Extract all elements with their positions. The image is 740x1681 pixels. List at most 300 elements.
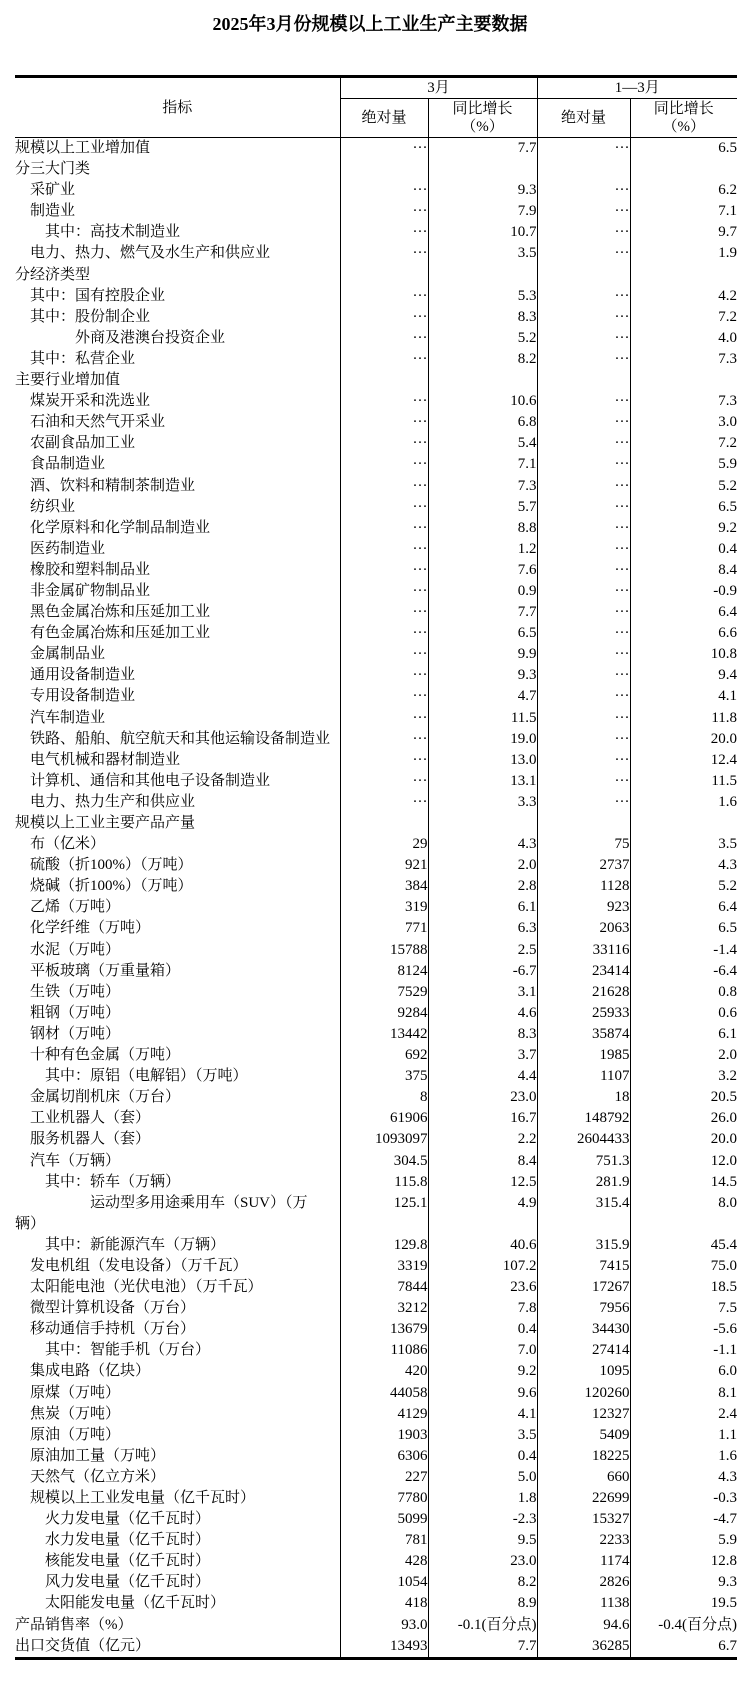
indicator-label: 铁路、船舶、航空航天和其他运输设备制造业	[15, 730, 331, 747]
value-cell-m-yoy: 7.9	[428, 201, 537, 222]
value-cell-q-abs: 18	[537, 1087, 630, 1108]
value-cell-m-abs: 428	[340, 1551, 428, 1572]
indicator-label: 电气机械和器材制造业	[15, 751, 181, 768]
table-row	[15, 201, 737, 222]
indicator-label: 天然气（亿立方米）	[15, 1468, 166, 1485]
value-cell-m-yoy: 11.5	[428, 708, 537, 729]
value-cell-m-abs: ···	[340, 644, 428, 665]
value-cell-q-yoy: -4.7	[630, 1509, 737, 1530]
indicator-label: 平板玻璃（万重量箱）	[15, 962, 181, 979]
indicator-label: 工业机器人（套）	[15, 1110, 151, 1127]
value-cell-q-yoy: 7.3	[630, 391, 737, 412]
value-cell-m-abs: 781	[340, 1530, 428, 1551]
value-cell-q-yoy: 9.3	[630, 1572, 737, 1593]
indicator-label: 其中：智能手机（万台）	[15, 1342, 211, 1359]
table-row	[15, 286, 737, 307]
value-cell-q-yoy: 6.5	[630, 918, 737, 939]
value-cell-m-abs: ···	[340, 243, 428, 264]
value-cell-m-yoy: 8.2	[428, 1572, 537, 1593]
value-cell-q-yoy: -1.4	[630, 940, 737, 961]
value-cell-m-abs: 692	[340, 1045, 428, 1066]
value-cell-q-abs: 18225	[537, 1446, 630, 1467]
value-cell-q-abs	[537, 159, 630, 180]
table-row	[15, 391, 737, 412]
table-row	[15, 623, 737, 644]
indicator-label: 原煤（万吨）	[15, 1384, 121, 1401]
value-cell-m-abs: ···	[340, 623, 428, 644]
value-cell-m-abs: 384	[340, 876, 428, 897]
value-cell-m-yoy: 9.3	[428, 180, 537, 201]
value-cell-m-yoy: 8.3	[428, 307, 537, 328]
table-row	[15, 750, 737, 771]
table-row	[15, 1572, 737, 1593]
value-cell-m-abs: 115.8	[340, 1172, 428, 1193]
value-cell-m-yoy: 7.1	[428, 454, 537, 475]
value-cell-m-yoy: 2.2	[428, 1129, 537, 1150]
value-cell-m-abs: 418	[340, 1593, 428, 1614]
table-row	[15, 1045, 737, 1066]
indicator-label: 外商及港澳台投资企业	[15, 329, 226, 346]
value-cell-m-abs: 1903	[340, 1425, 428, 1446]
value-cell-m-yoy: 7.8	[428, 1298, 537, 1319]
value-cell-m-yoy: 3.5	[428, 243, 537, 264]
table-row	[15, 1383, 737, 1404]
value-cell-m-yoy: 5.0	[428, 1467, 537, 1488]
indicator-label: 原油（万吨）	[15, 1426, 121, 1443]
value-cell-q-abs: 75	[537, 834, 630, 855]
value-cell-q-abs: 2604433	[537, 1129, 630, 1150]
value-cell-m-yoy: 7.7	[428, 602, 537, 623]
indicator-label: 化学纤维（万吨）	[15, 920, 151, 937]
section-row	[15, 813, 737, 834]
value-cell-q-abs: 1107	[537, 1066, 630, 1087]
value-cell-m-yoy: 7.7	[428, 1636, 537, 1659]
table-row	[15, 1488, 737, 1509]
column-header-indicator: 指标	[15, 77, 340, 138]
value-cell-q-abs: ···	[537, 708, 630, 729]
section-row	[15, 370, 737, 391]
value-cell-q-abs: 21628	[537, 982, 630, 1003]
indicator-label: 其中：轿车（万辆）	[15, 1173, 181, 1190]
value-cell-m-yoy: -0.1(百分点)	[428, 1615, 537, 1636]
value-cell-q-yoy: 8.4	[630, 560, 737, 581]
value-cell-m-abs	[340, 370, 428, 391]
value-cell-m-yoy: 6.8	[428, 412, 537, 433]
value-cell-q-yoy: 7.1	[630, 201, 737, 222]
value-cell-q-abs: 33116	[537, 940, 630, 961]
value-cell-m-abs: 921	[340, 855, 428, 876]
indicator-label: 黑色金属冶炼和压延加工业	[15, 604, 211, 621]
value-cell-q-yoy: 26.0	[630, 1108, 737, 1129]
value-cell-q-yoy: 6.1	[630, 1024, 737, 1045]
indicator-label: 水力发电量（亿千瓦时）	[15, 1532, 211, 1549]
value-cell-q-yoy: 4.2	[630, 286, 737, 307]
value-cell-m-abs: 61906	[340, 1108, 428, 1129]
value-cell-q-yoy: 6.5	[630, 138, 737, 160]
value-cell-q-yoy: 6.6	[630, 623, 737, 644]
value-cell-m-abs: 1093097	[340, 1129, 428, 1150]
table-row	[15, 1129, 737, 1150]
value-cell-q-abs: ···	[537, 686, 630, 707]
table-row	[15, 412, 737, 433]
value-cell-m-abs: 125.1	[340, 1193, 428, 1235]
table-row	[15, 1467, 737, 1488]
value-cell-q-abs: ···	[537, 602, 630, 623]
indicator-label: 医药制造业	[15, 540, 106, 557]
value-cell-m-yoy: 19.0	[428, 729, 537, 750]
value-cell-q-yoy: 1.6	[630, 792, 737, 813]
table-row	[15, 1593, 737, 1614]
value-cell-q-yoy: 3.0	[630, 412, 737, 433]
indicator-label: 规模以上工业主要产品产量	[15, 815, 196, 831]
value-cell-q-abs: ···	[537, 243, 630, 264]
value-cell-m-abs: 227	[340, 1467, 428, 1488]
value-cell-q-abs: ···	[537, 307, 630, 328]
value-cell-q-yoy: 1.6	[630, 1446, 737, 1467]
value-cell-m-abs: 375	[340, 1066, 428, 1087]
value-cell-m-abs	[340, 265, 428, 286]
value-cell-q-abs: 5409	[537, 1425, 630, 1446]
value-cell-m-abs: ···	[340, 349, 428, 370]
table-row	[15, 1066, 737, 1087]
value-cell-m-yoy	[428, 265, 537, 286]
value-cell-m-yoy: 2.0	[428, 855, 537, 876]
value-cell-m-yoy: 9.2	[428, 1361, 537, 1382]
value-cell-q-abs: 120260	[537, 1383, 630, 1404]
indicator-label: 移动通信手持机（万台）	[15, 1321, 196, 1338]
value-cell-q-abs: 94.6	[537, 1615, 630, 1636]
value-cell-m-abs: ···	[340, 729, 428, 750]
value-cell-m-yoy	[428, 159, 537, 180]
value-cell-q-abs: 751.3	[537, 1151, 630, 1172]
indicator-label: 运动型多用途乘用车（SUV）（万 辆）	[15, 1194, 308, 1232]
value-cell-q-yoy: 4.1	[630, 686, 737, 707]
value-cell-m-abs: 771	[340, 918, 428, 939]
table-row	[15, 961, 737, 982]
indicator-label: 煤炭开采和洗选业	[15, 393, 151, 410]
value-cell-q-abs: 148792	[537, 1108, 630, 1129]
table-row	[15, 560, 737, 581]
value-cell-m-yoy: 10.7	[428, 222, 537, 243]
value-cell-q-yoy: 0.6	[630, 1003, 737, 1024]
indicator-label: 集成电路（亿块）	[15, 1363, 151, 1380]
value-cell-m-abs: ···	[340, 454, 428, 475]
value-cell-q-yoy: 4.3	[630, 855, 737, 876]
value-cell-q-abs: 27414	[537, 1340, 630, 1361]
value-cell-q-abs: 36285	[537, 1636, 630, 1659]
indicator-label: 专用设备制造业	[15, 688, 136, 705]
value-cell-m-abs: 11086	[340, 1340, 428, 1361]
value-cell-m-abs: 29	[340, 834, 428, 855]
value-cell-q-abs: 315.9	[537, 1235, 630, 1256]
value-cell-m-abs: 420	[340, 1361, 428, 1382]
value-cell-m-abs: 3319	[340, 1256, 428, 1277]
value-cell-m-yoy: 4.1	[428, 1404, 537, 1425]
value-cell-q-abs: 7956	[537, 1298, 630, 1319]
value-cell-m-yoy: 0.9	[428, 581, 537, 602]
value-cell-q-abs: ···	[537, 201, 630, 222]
value-cell-q-abs	[537, 370, 630, 391]
value-cell-q-abs: 12327	[537, 1404, 630, 1425]
value-cell-q-yoy: 45.4	[630, 1235, 737, 1256]
table-row	[15, 476, 737, 497]
value-cell-m-yoy: 5.7	[428, 497, 537, 518]
table-row	[15, 771, 737, 792]
indicator-label: 其中：国有控股企业	[15, 287, 166, 304]
value-cell-m-yoy: 5.4	[428, 433, 537, 454]
value-cell-m-abs: ···	[340, 497, 428, 518]
indicator-label: 火力发电量（亿千瓦时）	[15, 1511, 211, 1528]
value-cell-q-yoy: 3.2	[630, 1066, 737, 1087]
table-row	[15, 855, 737, 876]
indicator-label: 乙烯（万吨）	[15, 899, 121, 916]
value-cell-q-yoy: 7.2	[630, 307, 737, 328]
value-cell-q-abs: ···	[537, 454, 630, 475]
value-cell-q-yoy: 7.2	[630, 433, 737, 454]
value-cell-q-yoy: 11.8	[630, 708, 737, 729]
value-cell-q-abs: ···	[537, 750, 630, 771]
value-cell-q-yoy: 6.7	[630, 1636, 737, 1659]
table-row	[15, 497, 737, 518]
value-cell-m-abs: ···	[340, 560, 428, 581]
value-cell-m-yoy: 9.6	[428, 1383, 537, 1404]
indicator-label: 其中：股份制企业	[15, 308, 151, 325]
indicator-label: 主要行业增加值	[15, 372, 121, 389]
value-cell-m-yoy: 12.5	[428, 1172, 537, 1193]
table-row	[15, 1024, 737, 1045]
indicator-label: 规模以上工业增加值	[15, 140, 151, 156]
value-cell-q-yoy: -0.3	[630, 1488, 737, 1509]
value-cell-q-abs: ···	[537, 476, 630, 497]
value-cell-m-abs: 6306	[340, 1446, 428, 1467]
table-row	[15, 1108, 737, 1129]
value-cell-q-abs: ···	[537, 581, 630, 602]
value-cell-q-yoy	[630, 265, 737, 286]
value-cell-q-abs: 1095	[537, 1361, 630, 1382]
indicator-label: 微型计算机设备（万台）	[15, 1300, 196, 1317]
value-cell-m-yoy	[428, 370, 537, 391]
value-cell-m-yoy: 9.3	[428, 665, 537, 686]
value-cell-m-abs: 1054	[340, 1572, 428, 1593]
value-cell-q-abs: ···	[537, 391, 630, 412]
value-cell-m-yoy: 8.3	[428, 1024, 537, 1045]
value-cell-m-yoy: 23.0	[428, 1551, 537, 1572]
value-cell-m-abs	[340, 159, 428, 180]
indicator-label: 汽车制造业	[15, 709, 106, 726]
indicator-label: 粗钢（万吨）	[15, 1004, 121, 1021]
value-cell-q-yoy	[630, 370, 737, 391]
value-cell-m-abs: ···	[340, 750, 428, 771]
value-cell-q-yoy: 4.0	[630, 328, 737, 349]
value-cell-q-abs: 22699	[537, 1488, 630, 1509]
value-cell-m-abs: 13493	[340, 1636, 428, 1659]
table-row	[15, 1361, 737, 1382]
indicator-label: 酒、饮料和精制茶制造业	[15, 477, 196, 494]
value-cell-m-abs	[340, 813, 428, 834]
table-row	[15, 1636, 737, 1659]
table-row	[15, 918, 737, 939]
table-row	[15, 180, 737, 201]
value-cell-m-yoy: 9.5	[428, 1530, 537, 1551]
table-row	[15, 243, 737, 264]
value-cell-q-abs: ···	[537, 433, 630, 454]
value-cell-m-abs: ···	[340, 602, 428, 623]
value-cell-m-abs: ···	[340, 771, 428, 792]
value-cell-m-abs: 15788	[340, 940, 428, 961]
value-cell-m-yoy: 6.5	[428, 623, 537, 644]
table-row	[15, 792, 737, 813]
indicator-label: 生铁（万吨）	[15, 983, 121, 1000]
value-cell-m-abs: ···	[340, 201, 428, 222]
value-cell-m-yoy: 13.0	[428, 750, 537, 771]
indicator-label: 食品制造业	[15, 456, 106, 473]
value-cell-m-yoy: 8.4	[428, 1151, 537, 1172]
column-group-march: 3月	[340, 77, 537, 99]
value-cell-q-abs: 35874	[537, 1024, 630, 1045]
value-cell-q-abs: 2826	[537, 1572, 630, 1593]
value-cell-q-yoy: 9.2	[630, 518, 737, 539]
table-row	[15, 539, 737, 560]
indicator-label: 其中：私营企业	[15, 350, 136, 367]
value-cell-q-yoy: 18.5	[630, 1277, 737, 1298]
value-cell-m-yoy: 8.8	[428, 518, 537, 539]
value-cell-m-abs: ···	[340, 307, 428, 328]
value-cell-m-abs: 7529	[340, 982, 428, 1003]
column-group-jan-mar: 1—3月	[537, 77, 737, 99]
indicator-label: 汽车（万辆）	[15, 1152, 121, 1169]
table-row	[15, 349, 737, 370]
value-cell-m-abs: 13679	[340, 1319, 428, 1340]
value-cell-q-abs: ···	[537, 518, 630, 539]
value-cell-q-abs	[537, 265, 630, 286]
value-cell-m-abs: 7844	[340, 1277, 428, 1298]
indicator-label: 服务机器人（套）	[15, 1131, 151, 1148]
column-header-absolute-janmar: 绝对量	[537, 99, 630, 138]
indicator-label: 原油加工量（万吨）	[15, 1447, 166, 1464]
value-cell-q-abs: 1174	[537, 1551, 630, 1572]
indicator-label: 采矿业	[15, 182, 76, 199]
value-cell-m-yoy	[428, 813, 537, 834]
table-row	[15, 222, 737, 243]
value-cell-m-abs: ···	[340, 792, 428, 813]
value-cell-m-abs: 4129	[340, 1404, 428, 1425]
value-cell-q-yoy: 9.7	[630, 222, 737, 243]
indicator-label: 分三大门类	[15, 161, 91, 178]
value-cell-q-abs: 1138	[537, 1593, 630, 1614]
value-cell-q-abs: 2063	[537, 918, 630, 939]
value-cell-q-abs: 25933	[537, 1003, 630, 1024]
table-row	[15, 1151, 737, 1172]
value-cell-q-yoy: 4.3	[630, 1467, 737, 1488]
value-cell-q-yoy: 3.5	[630, 834, 737, 855]
value-cell-q-yoy: 6.2	[630, 180, 737, 201]
table-row	[15, 1256, 737, 1277]
value-cell-q-abs: 34430	[537, 1319, 630, 1340]
indicator-label: 化学原料和化学制品制造业	[15, 519, 211, 536]
table-row	[15, 729, 737, 750]
value-cell-m-yoy: 7.7	[428, 138, 537, 160]
industrial-data-table	[15, 75, 737, 1660]
value-cell-q-abs: 281.9	[537, 1172, 630, 1193]
value-cell-q-yoy	[630, 159, 737, 180]
value-cell-q-abs: ···	[537, 180, 630, 201]
value-cell-q-yoy: 1.9	[630, 243, 737, 264]
value-cell-q-abs: 315.4	[537, 1193, 630, 1235]
value-cell-q-yoy: 12.8	[630, 1551, 737, 1572]
table-row	[15, 686, 737, 707]
indicator-label: 石油和天然气开采业	[15, 414, 166, 431]
value-cell-q-yoy: 1.1	[630, 1425, 737, 1446]
table-row	[15, 138, 737, 160]
value-cell-m-yoy: 6.1	[428, 897, 537, 918]
value-cell-m-abs: 8	[340, 1087, 428, 1108]
table-row	[15, 1404, 737, 1425]
value-cell-q-abs: ···	[537, 560, 630, 581]
value-cell-q-abs	[537, 813, 630, 834]
table-row	[15, 581, 737, 602]
table-row	[15, 1340, 737, 1361]
value-cell-q-yoy: 9.4	[630, 665, 737, 686]
value-cell-q-abs: 2737	[537, 855, 630, 876]
value-cell-m-yoy: -2.3	[428, 1509, 537, 1530]
value-cell-m-abs: 3212	[340, 1298, 428, 1319]
value-cell-q-abs: 923	[537, 897, 630, 918]
indicator-label: 纺织业	[15, 498, 76, 515]
value-cell-q-yoy: 8.0	[630, 1193, 737, 1235]
value-cell-m-yoy: 3.3	[428, 792, 537, 813]
value-cell-q-yoy: 6.4	[630, 897, 737, 918]
value-cell-q-abs: 23414	[537, 961, 630, 982]
value-cell-q-yoy: 12.4	[630, 750, 737, 771]
value-cell-q-abs: 1985	[537, 1045, 630, 1066]
indicator-label: 发电机组（发电设备）（万千瓦）	[15, 1257, 248, 1274]
column-header-absolute-march: 绝对量	[340, 99, 428, 138]
indicator-label: 布（亿米）	[15, 836, 106, 853]
value-cell-m-yoy: 0.4	[428, 1319, 537, 1340]
indicator-label: 钢材（万吨）	[15, 1025, 121, 1042]
value-cell-m-yoy: 5.3	[428, 286, 537, 307]
value-cell-q-yoy: 2.4	[630, 1404, 737, 1425]
table-row	[15, 518, 737, 539]
value-cell-q-yoy: 20.0	[630, 1129, 737, 1150]
value-cell-q-abs: ···	[537, 286, 630, 307]
value-cell-q-yoy: 11.5	[630, 771, 737, 792]
indicator-label: 焦炭（万吨）	[15, 1405, 121, 1422]
value-cell-m-yoy: 40.6	[428, 1235, 537, 1256]
table-row	[15, 1193, 737, 1235]
value-cell-q-yoy: 20.5	[630, 1087, 737, 1108]
value-cell-q-yoy: 8.1	[630, 1383, 737, 1404]
value-cell-q-abs: ···	[537, 623, 630, 644]
value-cell-q-yoy: 20.0	[630, 729, 737, 750]
value-cell-m-abs: ···	[340, 286, 428, 307]
section-row	[15, 265, 737, 286]
table-row	[15, 1319, 737, 1340]
table-row	[15, 834, 737, 855]
value-cell-m-abs: ···	[340, 391, 428, 412]
value-cell-q-yoy: 5.9	[630, 454, 737, 475]
value-cell-m-abs: ···	[340, 539, 428, 560]
value-cell-q-yoy: 5.2	[630, 876, 737, 897]
table-body	[15, 138, 737, 1659]
value-cell-q-yoy: -0.9	[630, 581, 737, 602]
table-row	[15, 1551, 737, 1572]
indicator-label: 通用设备制造业	[15, 667, 136, 684]
value-cell-m-yoy: 7.0	[428, 1340, 537, 1361]
value-cell-m-yoy: 3.7	[428, 1045, 537, 1066]
value-cell-m-yoy: 1.8	[428, 1488, 537, 1509]
value-cell-q-yoy: -6.4	[630, 961, 737, 982]
